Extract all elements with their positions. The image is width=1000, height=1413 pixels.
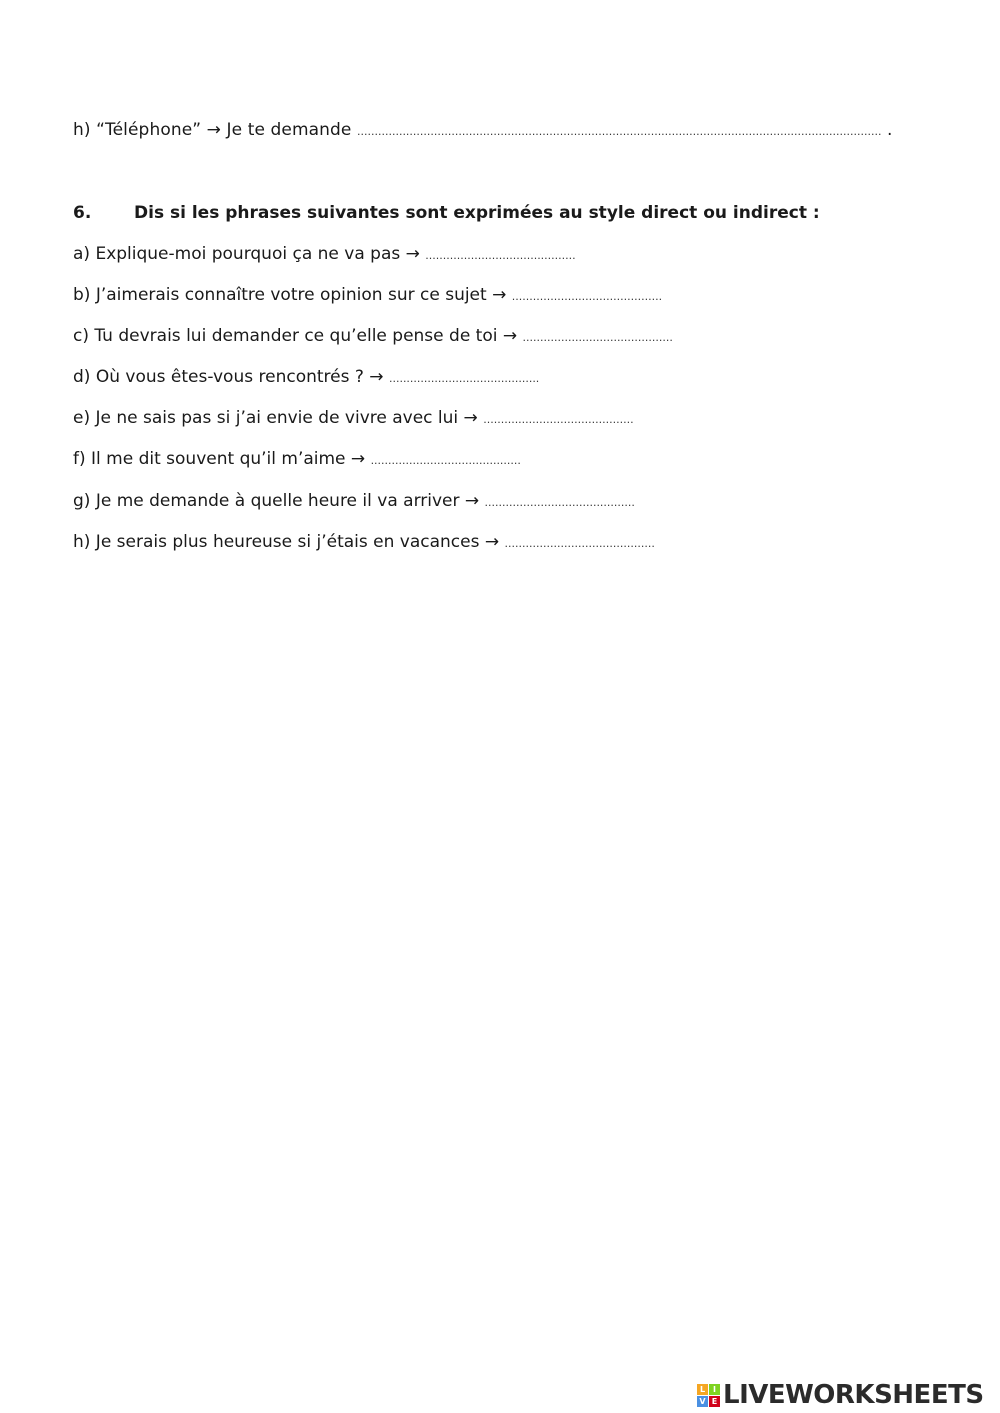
item-text: c) Tu devrais lui demander ce qu’elle pense de toi → <box>73 326 523 346</box>
item-text: a) Explique-moi pourquoi ça ne va pas → <box>73 244 426 264</box>
item-text: g) Je me demande à quelle heure il va arriver → <box>73 491 485 511</box>
exercise-item <box>73 243 576 267</box>
previous-exercise-item <box>73 119 893 143</box>
answer-blank[interactable]: ........................................... <box>370 454 521 467</box>
item-end: . <box>881 120 893 140</box>
exercise-item <box>73 366 539 390</box>
liveworksheets-logo <box>697 1380 984 1410</box>
exercise-item <box>73 531 655 555</box>
exercise-instruction: Dis si les phrases suivantes sont exprimées au style direct ou indirect : <box>134 203 820 223</box>
item-text: e) Je ne sais pas si j’ai envie de vivre avec lui → <box>73 408 484 428</box>
exercise-number: 6. <box>73 203 92 223</box>
answer-blank[interactable]: ........................................... <box>483 413 634 426</box>
logo-letter: L <box>697 1384 708 1395</box>
logo-text: LIVEWORKSHEETS <box>723 1380 984 1410</box>
item-text: d) Où vous êtes-vous rencontrés ? → <box>73 367 389 387</box>
logo-letter: V <box>697 1396 708 1407</box>
answer-blank[interactable]: ...................................................................................................................................................... <box>356 125 882 138</box>
answer-blank[interactable]: ........................................... <box>522 331 673 344</box>
exercise-item <box>73 490 635 514</box>
exercise-item <box>73 407 634 431</box>
logo-letter: I <box>709 1384 720 1395</box>
exercise-item <box>73 448 521 472</box>
item-text: b) J’aimerais connaître votre opinion sur ce sujet → <box>73 285 512 305</box>
answer-blank[interactable]: ........................................... <box>425 249 576 262</box>
exercise-item <box>73 284 662 308</box>
logo-letter: E <box>709 1396 720 1407</box>
exercise-item <box>73 325 673 349</box>
answer-blank[interactable]: ........................................... <box>388 372 540 385</box>
item-text: f) Il me dit souvent qu’il m’aime → <box>73 449 371 469</box>
item-text: h) Je serais plus heureuse si j’étais en vacances → <box>73 532 505 552</box>
answer-blank[interactable]: ........................................... <box>504 537 655 550</box>
logo-mark-icon <box>697 1384 720 1407</box>
exercise-heading <box>73 202 820 224</box>
answer-blank[interactable]: ........................................... <box>511 290 663 303</box>
answer-blank[interactable]: ........................................... <box>484 496 635 509</box>
item-text: h) “Téléphone” → Je te demande <box>73 120 357 140</box>
